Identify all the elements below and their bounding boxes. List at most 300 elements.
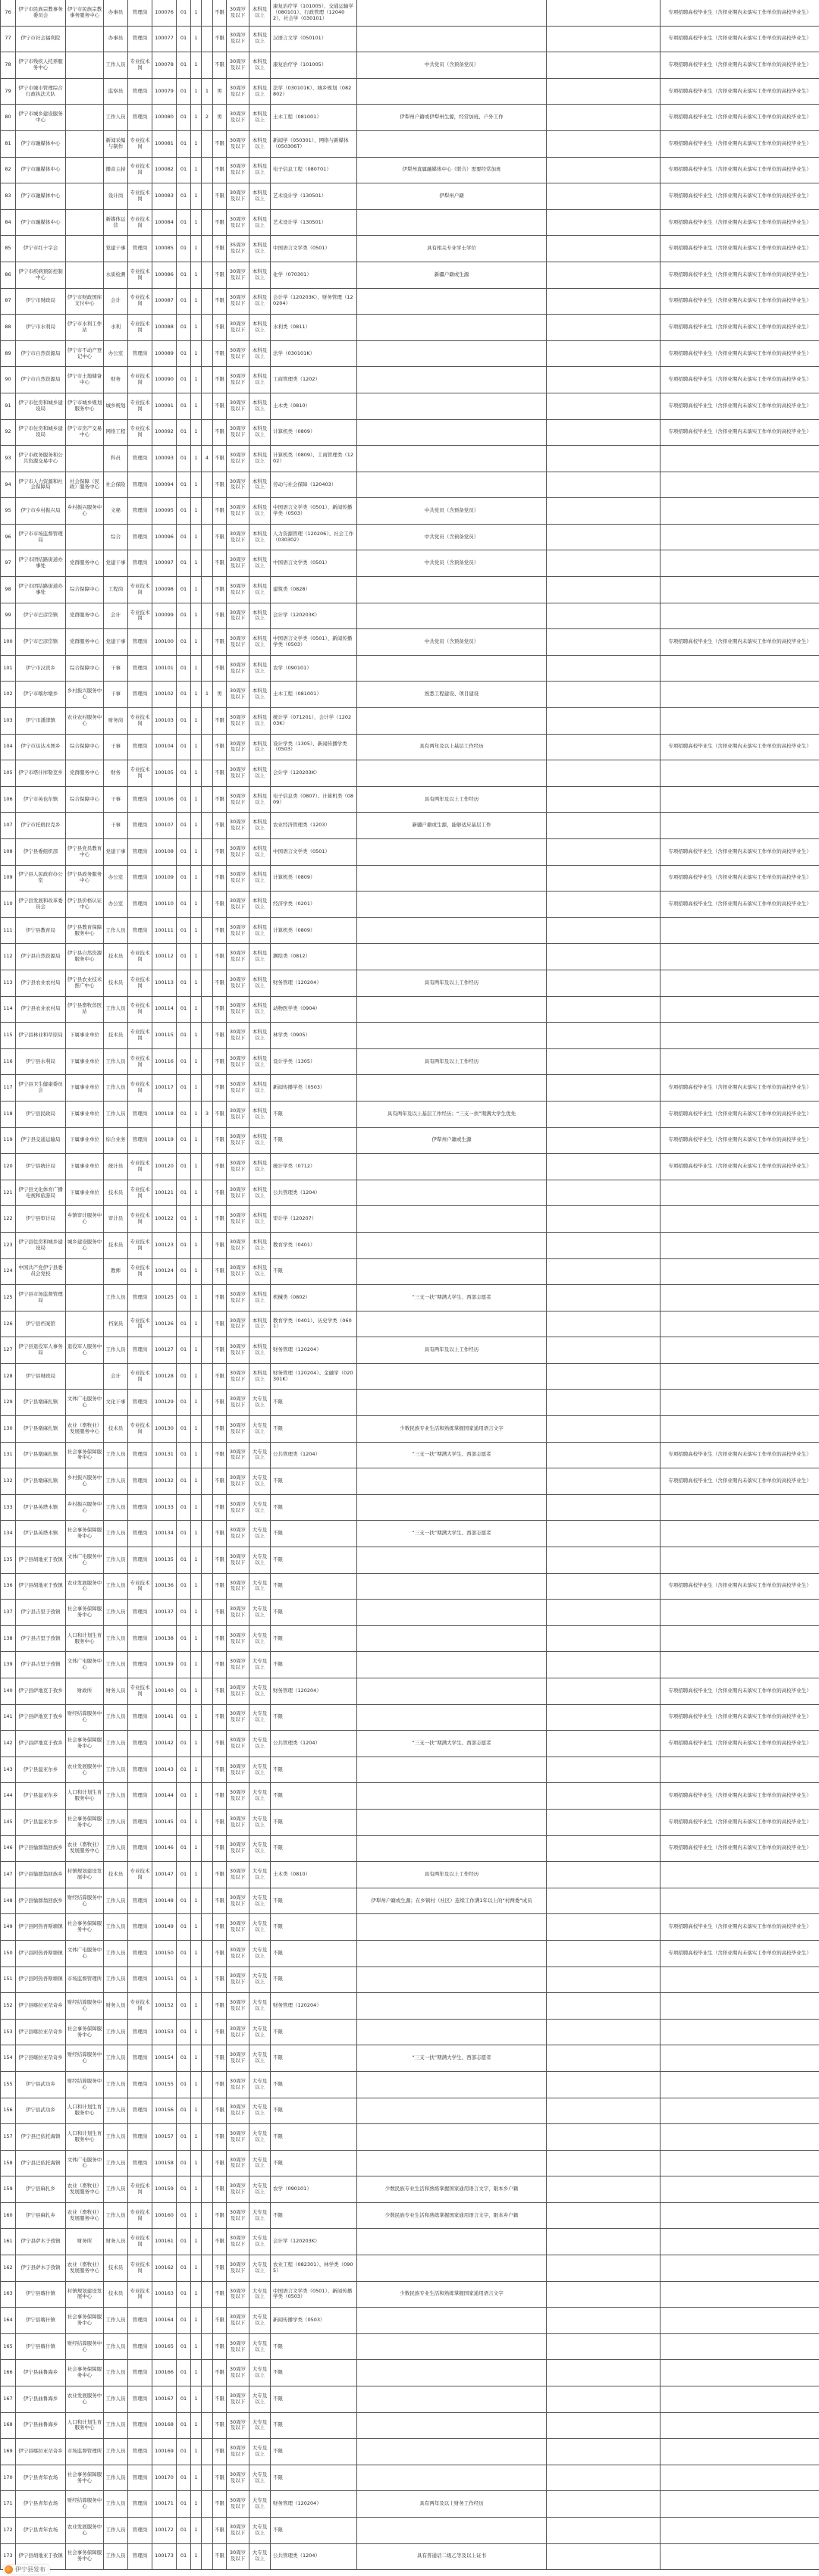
employer-name: 下属事业单位 (66, 1128, 104, 1154)
table-row (1, 2229, 819, 2255)
employer-name: 伊宁市城乡规划服务中心 (66, 393, 104, 419)
position-category: 专业技术岗 (128, 1233, 152, 1258)
employer-name: 乡村振兴服务中心 (66, 682, 104, 707)
other-conditions (357, 839, 547, 865)
education-requirement: 大专及以上 (249, 2098, 271, 2124)
remarks (661, 2176, 819, 2202)
blank-cell (547, 2020, 661, 2045)
education-requirement: 本科及以上 (249, 183, 271, 209)
position-name: 工作人员 (104, 1705, 128, 1731)
employer-name: 乡村振兴服务中心 (66, 498, 104, 524)
position-code: 100148 (152, 1888, 177, 1914)
age-requirement: 30周岁及以下 (227, 2020, 249, 2045)
remarks: 专项招聘高校毕业生（含择业期内未落实工作单位的高校毕业生） (661, 79, 819, 105)
hiring-count: 1 (191, 2439, 202, 2465)
education-requirement: 大专及以上 (249, 2544, 271, 2570)
position-seq: 01 (177, 1495, 191, 1521)
position-name: 档案员 (104, 1312, 128, 1337)
row-number: 111 (1, 918, 16, 944)
age-requirement: 30周岁及以下 (227, 1888, 249, 1914)
blank-cell (547, 735, 661, 760)
position-seq: 01 (177, 1783, 191, 1809)
gender-requirement: 不限 (213, 131, 227, 157)
hiring-count: 1 (191, 1783, 202, 1809)
blank-cell (547, 1206, 661, 1232)
age-requirement: 30周岁及以下 (227, 525, 249, 550)
table-row (1, 2176, 819, 2203)
age-requirement: 30周岁及以下 (227, 1967, 249, 1993)
hiring-count: 1 (191, 1652, 202, 1678)
remarks: 专项招聘高校毕业生（含择业期内未落实工作单位的高校毕业生） (661, 1574, 819, 1600)
other-conditions (357, 2229, 547, 2255)
remarks (661, 577, 819, 603)
remarks: 专项招聘高校毕业生（含择业期内未落实工作单位的高校毕业生） (661, 1941, 819, 1966)
employer-name: 人口和计划生育服务中心 (66, 1783, 104, 1809)
row-number: 114 (1, 997, 16, 1023)
blank-cell (547, 1049, 661, 1075)
table-row (1, 2045, 819, 2072)
position-category: 管理岗 (128, 1914, 152, 1940)
position-category: 管理岗 (128, 105, 152, 130)
position-seq: 01 (177, 2518, 191, 2543)
unit-name: 伊宁县武功乡 (16, 2098, 66, 2124)
remarks: 专项招聘高校毕业生（含择业期内未落实工作单位的高校毕业生） (661, 839, 819, 865)
hiring-count: 1 (191, 2124, 202, 2150)
hiring-extra (202, 2255, 213, 2281)
position-name: 工作人员 (104, 2176, 128, 2202)
position-code: 100119 (152, 1128, 177, 1154)
hiring-count: 1 (191, 1128, 202, 1154)
education-requirement: 大专及以上 (249, 1731, 271, 1757)
position-category: 管理岗 (128, 1652, 152, 1678)
position-category: 专业技术岗 (128, 262, 152, 288)
remarks (661, 1416, 819, 1442)
position-category: 管理岗 (128, 892, 152, 917)
other-conditions: 具有相关专业学士学位 (357, 236, 547, 262)
hiring-extra (202, 708, 213, 734)
employer-name: 综合保障中心 (66, 787, 104, 813)
gender-requirement: 不限 (213, 708, 227, 734)
hiring-count: 1 (191, 1967, 202, 1993)
row-number: 118 (1, 1102, 16, 1127)
blank-cell (547, 2203, 661, 2229)
position-seq: 01 (177, 1128, 191, 1154)
remarks (661, 472, 819, 498)
employer-name: 下属事业单位 (66, 1075, 104, 1101)
major-requirement: 不限 (271, 1836, 357, 1862)
remarks: 专项招聘高校毕业生（含择业期内未落实工作单位的高校毕业生） (661, 1731, 819, 1757)
major-requirement: 不限 (271, 1390, 357, 1415)
gender-requirement: 不限 (213, 1521, 227, 1547)
row-number: 104 (1, 735, 16, 760)
hiring-extra (202, 2282, 213, 2308)
unit-name: 伊宁县曲鲁海乡 (16, 2413, 66, 2439)
position-category: 管理岗 (128, 1128, 152, 1154)
position-seq: 01 (177, 2360, 191, 2386)
education-requirement: 大专及以上 (249, 2124, 271, 2150)
table-row (1, 393, 819, 420)
position-name: 综合 (104, 525, 128, 550)
employer-name: 伊宁市财政国库支付中心 (66, 289, 104, 315)
major-requirement: 公共管理类（1204） (271, 1731, 357, 1757)
position-category: 管理岗 (128, 1783, 152, 1809)
position-category: 专业技术岗 (128, 1993, 152, 2019)
blank-cell (547, 1600, 661, 1625)
other-conditions: 中共党员（含预备党员） (357, 629, 547, 655)
hiring-extra (202, 1495, 213, 1521)
blank-cell (547, 2465, 661, 2491)
gender-requirement: 不限 (213, 2360, 227, 2386)
blank-cell (547, 1941, 661, 1966)
other-conditions (357, 393, 547, 419)
position-seq: 01 (177, 1836, 191, 1862)
remarks (661, 2334, 819, 2360)
employer-name: 社会事务保障服务中心 (66, 1443, 104, 1468)
hiring-count: 1 (191, 262, 202, 288)
position-seq: 01 (177, 735, 191, 760)
gender-requirement: 不限 (213, 1757, 227, 1783)
education-requirement: 本科及以上 (249, 1180, 271, 1206)
hiring-count: 1 (191, 603, 202, 629)
unit-name: 伊宁县吉里于孜镇 (16, 1600, 66, 1625)
position-code: 100162 (152, 2255, 177, 2281)
gender-requirement: 不限 (213, 1783, 227, 1809)
education-requirement: 大专及以上 (249, 1468, 271, 1494)
position-category: 管理岗 (128, 1495, 152, 1521)
unit-name: 伊宁县吉里于孜镇 (16, 1626, 66, 1652)
age-requirement: 30周岁及以下 (227, 997, 249, 1023)
employer-name: 农业发展服务中心 (66, 2386, 104, 2412)
hiring-count: 1 (191, 1312, 202, 1337)
position-category: 管理岗 (128, 2465, 152, 2491)
position-category: 管理岗 (128, 918, 152, 944)
position-category: 管理岗 (128, 446, 152, 472)
position-category: 管理岗 (128, 2020, 152, 2045)
gender-requirement: 不限 (213, 1180, 227, 1206)
position-seq: 01 (177, 525, 191, 550)
gender-requirement: 不限 (213, 1731, 227, 1757)
position-code: 100130 (152, 1416, 177, 1442)
position-name: 财务人员 (104, 2229, 128, 2255)
position-seq: 01 (177, 2098, 191, 2124)
hiring-count: 1 (191, 1731, 202, 1757)
education-requirement: 本科及以上 (249, 262, 271, 288)
row-number: 153 (1, 2020, 16, 2045)
position-category: 管理岗 (128, 1468, 152, 1494)
unit-name: 伊宁县巴依托海镇 (16, 2151, 66, 2176)
education-requirement: 本科及以上 (249, 393, 271, 419)
position-category: 管理岗 (128, 656, 152, 682)
blank-cell (547, 498, 661, 524)
hiring-extra (202, 0, 213, 26)
major-requirement: 新闻学（050301）、网络与新媒体（050306T） (271, 131, 357, 157)
position-code: 100107 (152, 813, 177, 838)
hiring-count: 1 (191, 2255, 202, 2281)
position-name: 文化干事 (104, 1390, 128, 1415)
position-seq: 01 (177, 52, 191, 78)
position-category: 专业技术岗 (128, 1206, 152, 1232)
age-requirement: 30周岁及以下 (227, 1652, 249, 1678)
employer-name: 文体广电服务中心 (66, 1941, 104, 1966)
position-category: 专业技术岗 (128, 2203, 152, 2229)
major-requirement: 新闻传播学类（0503） (271, 1075, 357, 1101)
position-seq: 01 (177, 210, 191, 236)
blank-cell (547, 1180, 661, 1206)
gender-requirement: 不限 (213, 1443, 227, 1468)
hiring-extra: 3 (202, 1102, 213, 1127)
row-number: 79 (1, 79, 16, 105)
other-conditions: 中共党员（含预备党员） (357, 525, 547, 550)
gender-requirement: 不限 (213, 315, 227, 340)
education-requirement: 大专及以上 (249, 2176, 271, 2202)
position-code: 100133 (152, 1495, 177, 1521)
hiring-count: 1 (191, 1705, 202, 1731)
major-requirement: 不限 (271, 1574, 357, 1600)
position-seq: 01 (177, 2413, 191, 2439)
employer-name (66, 79, 104, 105)
position-category: 管理岗 (128, 341, 152, 367)
age-requirement: 30周岁及以下 (227, 1993, 249, 2019)
gender-requirement: 不限 (213, 1416, 227, 1442)
table-row (1, 1783, 819, 1810)
hiring-count: 1 (191, 682, 202, 707)
major-requirement: 动物医学类（0904） (271, 997, 357, 1023)
hiring-extra (202, 1468, 213, 1494)
table-row (1, 1023, 819, 1049)
employer-name (66, 1312, 104, 1337)
position-seq: 01 (177, 262, 191, 288)
position-seq: 01 (177, 393, 191, 419)
position-seq: 01 (177, 2386, 191, 2412)
position-category: 专业技术岗 (128, 2229, 152, 2255)
position-code: 100125 (152, 1285, 177, 1311)
employer-name (66, 158, 104, 183)
position-code: 100163 (152, 2282, 177, 2308)
age-requirement: 30周岁及以下 (227, 577, 249, 603)
hiring-extra (202, 2386, 213, 2412)
hiring-count: 1 (191, 2413, 202, 2439)
row-number: 150 (1, 1941, 16, 1966)
position-category: 管理岗 (128, 1731, 152, 1757)
hiring-count: 1 (191, 656, 202, 682)
position-seq: 01 (177, 1888, 191, 1914)
position-category: 管理岗 (128, 2098, 152, 2124)
age-requirement: 30周岁及以下 (227, 1206, 249, 1232)
position-name: 会计 (104, 1364, 128, 1390)
major-requirement: 不限 (271, 1102, 357, 1127)
position-seq: 01 (177, 2255, 191, 2281)
position-seq: 01 (177, 2491, 191, 2517)
gender-requirement: 不限 (213, 813, 227, 838)
education-requirement: 大专及以上 (249, 1941, 271, 1966)
table-row (1, 839, 819, 866)
remarks: 专项招聘高校毕业生（含择业期内未落实工作单位的高校毕业生） (661, 1154, 819, 1180)
employer-name: 财政所 (66, 1678, 104, 1704)
age-requirement: 30周岁及以下 (227, 0, 249, 26)
table-row (1, 2334, 819, 2361)
major-requirement: 不限 (271, 1626, 357, 1652)
other-conditions (357, 944, 547, 970)
table-row (1, 341, 819, 368)
major-requirement: 财务管理（120204） (271, 970, 357, 996)
age-requirement: 30周岁及以下 (227, 79, 249, 105)
other-conditions (357, 1600, 547, 1625)
remarks (661, 1049, 819, 1075)
hiring-extra (202, 760, 213, 786)
unit-name: 伊宁市住房和城乡建设局 (16, 393, 66, 419)
position-name: 工作人员 (104, 1626, 128, 1652)
position-seq: 01 (177, 498, 191, 524)
age-requirement: 30周岁及以下 (227, 1468, 249, 1494)
position-category: 专业技术岗 (128, 315, 152, 340)
hiring-extra: 4 (202, 446, 213, 472)
table-row (1, 2491, 819, 2518)
position-category: 管理岗 (128, 2360, 152, 2386)
position-seq: 01 (177, 944, 191, 970)
gender-requirement: 不限 (213, 2386, 227, 2412)
education-requirement: 本科及以上 (249, 735, 271, 760)
position-category: 管理岗 (128, 2308, 152, 2333)
other-conditions: 少数民族专业生活和熟练掌握国家通用语言文字 (357, 2282, 547, 2308)
position-code: 100157 (152, 2124, 177, 2150)
blank-cell (547, 892, 661, 917)
blank-cell (547, 1023, 661, 1048)
hiring-count: 1 (191, 1390, 202, 1415)
major-requirement: 电子信息工程（080701） (271, 158, 357, 183)
employer-name: 文体广电服务中心 (66, 1390, 104, 1415)
unit-name: 伊宁县发展和改革委员会 (16, 892, 66, 917)
position-seq: 01 (177, 1259, 191, 1285)
position-category: 专业技术岗 (128, 997, 152, 1023)
position-category: 管理岗 (128, 2045, 152, 2071)
table-row (1, 367, 819, 393)
position-code: 100159 (152, 2176, 177, 2202)
row-number: 156 (1, 2098, 16, 2124)
age-requirement: 30周岁及以下 (227, 1731, 249, 1757)
age-requirement: 30周岁及以下 (227, 1626, 249, 1652)
position-seq: 01 (177, 1180, 191, 1206)
education-requirement: 大专及以上 (249, 2151, 271, 2176)
row-number: 133 (1, 1495, 16, 1521)
employer-name: 乡镇审计服务中心 (66, 1206, 104, 1232)
hiring-count: 1 (191, 2308, 202, 2333)
employer-name: 党群服务中心 (66, 760, 104, 786)
unit-name: 伊宁县胡地亚于孜镇 (16, 1574, 66, 1600)
unit-name: 伊宁县愉群翁回族乡 (16, 1862, 66, 1888)
other-conditions: 具有两年及以上工作经历 (357, 1862, 547, 1888)
position-category: 专业技术岗 (128, 2176, 152, 2202)
employer-name: 社会事务保障服务中心 (66, 2020, 104, 2045)
employer-name: 财经结算服务中心 (66, 1888, 104, 1914)
other-conditions: “三支一扶”期满大学生、西部志愿者 (357, 1521, 547, 1547)
education-requirement: 大专及以上 (249, 1705, 271, 1731)
position-name: 工作人员 (104, 2518, 128, 2543)
employer-name: 伊宁县畜牧兽医站 (66, 997, 104, 1023)
row-number: 130 (1, 1416, 16, 1442)
hiring-count: 1 (191, 1757, 202, 1783)
row-number: 171 (1, 2491, 16, 2517)
remarks: 专项招聘高校毕业生（含择业期内未落实工作单位的高校毕业生） (661, 1075, 819, 1101)
position-category: 专业技术岗 (128, 603, 152, 629)
hiring-extra (202, 1312, 213, 1337)
major-requirement: 不限 (271, 1888, 357, 1914)
blank-cell (547, 1312, 661, 1337)
other-conditions (357, 918, 547, 944)
position-code: 100092 (152, 420, 177, 446)
table-row (1, 997, 819, 1023)
employer-name: 综合保障中心 (66, 577, 104, 603)
hiring-count: 1 (191, 708, 202, 734)
other-conditions (357, 1993, 547, 2019)
other-conditions (357, 2151, 547, 2176)
position-name: 文秘 (104, 498, 128, 524)
hiring-count: 1 (191, 341, 202, 367)
position-category: 专业技术岗 (128, 970, 152, 996)
table-row (1, 472, 819, 499)
education-requirement: 本科及以上 (249, 577, 271, 603)
major-requirement: 不限 (271, 1416, 357, 1442)
unit-name: 伊宁市融媒体中心 (16, 131, 66, 157)
position-category: 专业技术岗 (128, 1049, 152, 1075)
position-seq: 01 (177, 1154, 191, 1180)
other-conditions (357, 2072, 547, 2098)
remarks (661, 2282, 819, 2308)
blank-cell (547, 1757, 661, 1783)
hiring-count: 1 (191, 839, 202, 865)
unit-name: 伊宁县林业和草原局 (16, 1023, 66, 1048)
row-number: 160 (1, 2203, 16, 2229)
hiring-count: 1 (191, 1416, 202, 1442)
age-requirement: 30周岁及以下 (227, 1862, 249, 1888)
age-requirement: 30周岁及以下 (227, 760, 249, 786)
other-conditions: 新疆户籍或生源，能够适应基层工作 (357, 813, 547, 838)
position-seq: 01 (177, 1416, 191, 1442)
hiring-extra (202, 1259, 213, 1285)
position-category: 管理岗 (128, 1443, 152, 1468)
position-category: 管理岗 (128, 813, 152, 838)
position-seq: 01 (177, 2203, 191, 2229)
gender-requirement: 不限 (213, 1364, 227, 1390)
hiring-extra (202, 1364, 213, 1390)
age-requirement: 30周岁及以下 (227, 970, 249, 996)
education-requirement: 大专及以上 (249, 2465, 271, 2491)
other-conditions: “三支一扶”期满大学生、西部志愿者 (357, 1285, 547, 1311)
education-requirement: 大专及以上 (249, 2045, 271, 2071)
other-conditions (357, 1259, 547, 1285)
education-requirement: 大专及以上 (249, 1914, 271, 1940)
position-code: 100103 (152, 708, 177, 734)
unit-name: 伊宁县墩麻扎镇 (16, 1468, 66, 1494)
gender-requirement: 不限 (213, 1678, 227, 1704)
position-name: 工作人员 (104, 2413, 128, 2439)
unit-name: 伊宁县温亚尔乡 (16, 1757, 66, 1783)
hiring-extra: 2 (202, 105, 213, 130)
table-row (1, 1312, 819, 1338)
hiring-extra (202, 944, 213, 970)
position-name: 城乡规划 (104, 393, 128, 419)
employer-name: 伊宁县教育保障服务中心 (66, 918, 104, 944)
unit-name: 伊宁县民政局 (16, 1102, 66, 1127)
position-seq: 01 (177, 1075, 191, 1101)
employer-name (66, 813, 104, 838)
row-number: 149 (1, 1914, 16, 1940)
position-category: 管理岗 (128, 2491, 152, 2517)
education-requirement: 本科及以上 (249, 1049, 271, 1075)
gender-requirement: 不限 (213, 2439, 227, 2465)
gender-requirement: 不限 (213, 2544, 227, 2570)
position-seq: 01 (177, 1626, 191, 1652)
logo-icon (5, 2565, 13, 2574)
